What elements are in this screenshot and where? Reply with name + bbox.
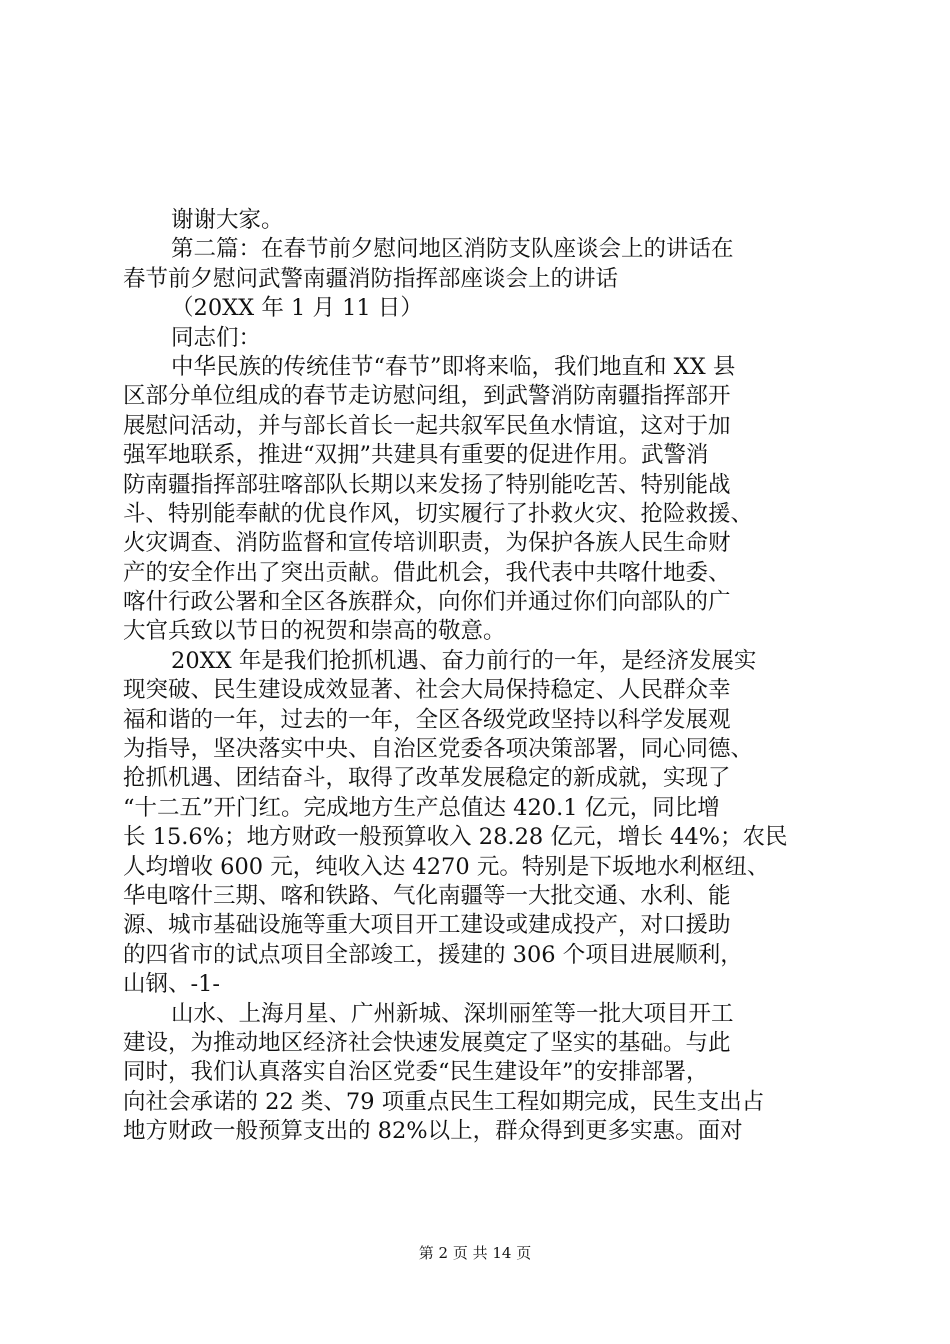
text-line: 华电喀什三期、喀和铁路、气化南疆等一大批交通、水利、能 bbox=[123, 882, 731, 909]
text-line: 防南疆指挥部驻喀部队长期以来发扬了特别能吃苦、特别能战 bbox=[123, 471, 731, 498]
page-footer: 第 2 页 共 14 页 bbox=[418, 1244, 532, 1262]
text-line: 中华民族的传统佳节“春节”即将来临，我们地直和 XX 县 bbox=[171, 353, 736, 380]
text-line: 同志们： bbox=[171, 324, 262, 351]
document-body bbox=[123, 206, 835, 1147]
text-line: 抢抓机遇、团结奋斗，取得了改革发展稳定的新成就，实现了 bbox=[123, 765, 731, 792]
text-line: 福和谐的一年，过去的一年，全区各级党政坚持以科学发展观 bbox=[123, 706, 731, 733]
text-line: （20XX 年 1 月 11 日） bbox=[171, 295, 423, 322]
text-line: 火灾调查、消防监督和宣传培训职责，为保护各族人民生命财 bbox=[123, 530, 731, 557]
text-line: 现突破、民生建设成效显著、社会大局保持稳定、人民群众幸 bbox=[123, 677, 731, 704]
text-line: 建设，为推动地区经济社会快速发展奠定了坚实的基础。与此 bbox=[123, 1029, 731, 1056]
text-line: 谢谢大家。 bbox=[171, 207, 284, 233]
text-line: 强军地联系，推进“双拥”共建具有重要的促进作用。武警消 bbox=[123, 442, 709, 469]
text-line: 的四省市的试点项目全部竣工，援建的 306 个项目进展顺利， bbox=[123, 941, 743, 968]
text-line: 地方财政一般预算支出的 82%以上，群众得到更多实惠。面对 bbox=[123, 1118, 743, 1145]
text-line: “十二五”开门红。完成地方生产总值达 420.1 亿元，同比增 bbox=[123, 794, 720, 821]
text-line: 为指导，坚决落实中央、自治区党委各项决策部署，同心同德、 bbox=[123, 736, 754, 763]
text-line: 同时，我们认真落实自治区党委“民生建设年”的安排部署， bbox=[123, 1059, 709, 1086]
text-line: 20XX 年是我们抢抓机遇、奋力前行的一年，是经济发展实 bbox=[171, 647, 757, 674]
text-line: 长 15.6%；地方财政一般预算收入 28.28 亿元，增长 44%；农民 bbox=[123, 824, 788, 851]
text-line: 人均增收 600 元，纯收入达 4270 元。特别是下坂地水利枢纽、 bbox=[123, 853, 770, 880]
text-line: 产的安全作出了突出贡献。借此机会，我代表中共喀什地委、 bbox=[123, 559, 731, 586]
text-line: 源、城市基础设施等重大项目开工建设或建成投产，对口援助 bbox=[123, 912, 731, 939]
text-line: 区部分单位组成的春节走访慰问组，到武警消防南疆指挥部开 bbox=[123, 383, 731, 410]
text-line: 山钢、-1- bbox=[123, 971, 221, 998]
text-line: 向社会承诺的 22 类、79 项重点民生工程如期完成，民生支出占 bbox=[123, 1088, 765, 1115]
text-line: 喀什行政公署和全区各族群众，向你们并通过你们向部队的广 bbox=[123, 589, 731, 616]
text-line: 大官兵致以节日的祝贺和崇高的敬意。 bbox=[123, 618, 506, 645]
text-line: 山水、上海月星、广州新城、深圳丽笙等一批大项目开工 bbox=[171, 1000, 734, 1027]
text-line: 第二篇：在春节前夕慰问地区消防支队座谈会上的讲话在 bbox=[171, 236, 734, 263]
text-line: 展慰问活动，并与部长首长一起共叙军民鱼水情谊，这对于加 bbox=[123, 412, 731, 439]
text-line: 春节前夕慰问武警南疆消防指挥部座谈会上的讲话 bbox=[123, 265, 619, 292]
text-line: 斗、特别能奉献的优良作风，切实履行了扑救火灾、抢险救援、 bbox=[123, 500, 754, 527]
